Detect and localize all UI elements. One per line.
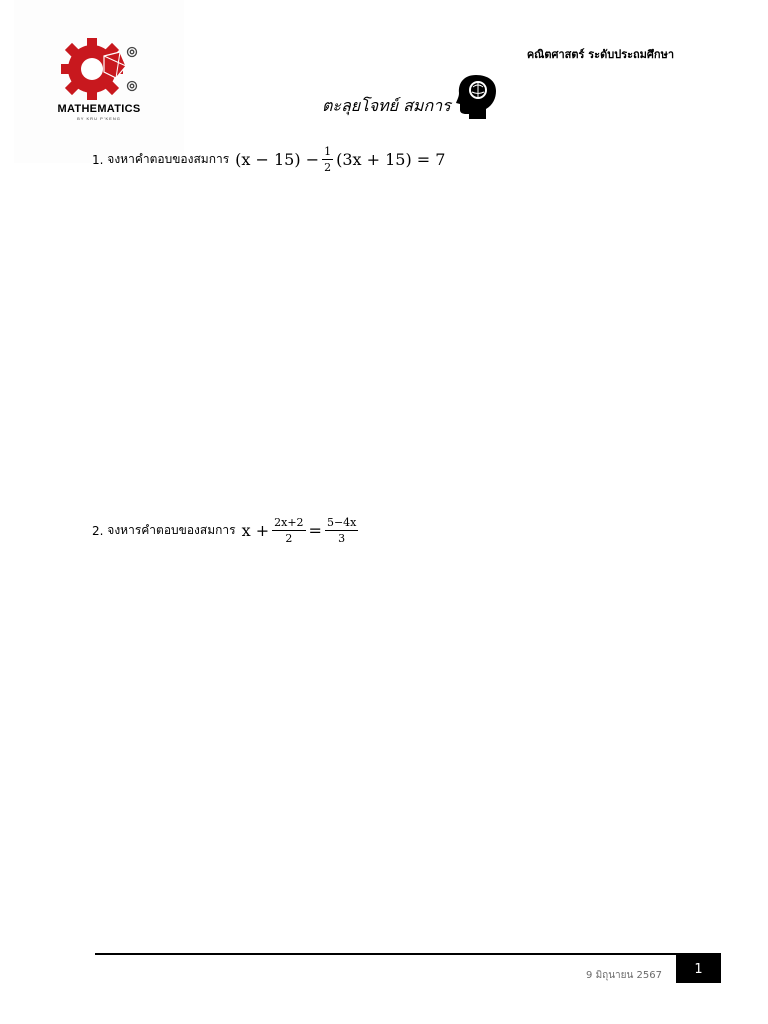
logo-subtitle: BY KRU P'KENG — [77, 116, 121, 121]
fraction-numerator: 5−4x — [326, 516, 357, 529]
equation-part: x + — [241, 521, 270, 540]
fraction — [322, 145, 333, 174]
question-number: 2. — [92, 523, 104, 538]
logo-title: MATHEMATICS — [57, 103, 141, 115]
fraction-numerator: 1 — [324, 145, 332, 158]
question-number: 1. — [92, 152, 104, 167]
fraction-denominator: 2 — [324, 161, 332, 174]
gear-icon — [58, 36, 148, 102]
fraction-denominator: 2 — [285, 532, 293, 545]
fraction-numerator: 2x+2 — [274, 516, 304, 529]
question-prompt: จงหาคำตอบของสมการ — [107, 152, 230, 166]
equation-part: (3x + 15) = 7 — [336, 150, 446, 169]
question-2 — [92, 516, 361, 545]
question-prompt: จงหารคำตอบของสมการ — [107, 523, 236, 537]
fraction — [272, 516, 305, 545]
page-number: 1 — [676, 955, 721, 983]
header-subject: คณิตศาสตร์ ระดับประถมศึกษา — [526, 48, 674, 61]
footer-date: 9 มิถุนายน 2567 — [586, 970, 662, 981]
equation-part: (x − 15) − — [235, 150, 320, 169]
page-title: ตะลุยโจทย์ สมการ — [322, 96, 451, 115]
equation — [242, 516, 362, 545]
footer-divider — [95, 953, 721, 955]
fraction-denominator: 3 — [338, 532, 346, 545]
equals-sign: = — [308, 521, 322, 540]
question-1 — [92, 145, 445, 174]
brain-head-icon — [456, 73, 498, 119]
fraction — [325, 516, 358, 545]
equation — [235, 145, 445, 174]
